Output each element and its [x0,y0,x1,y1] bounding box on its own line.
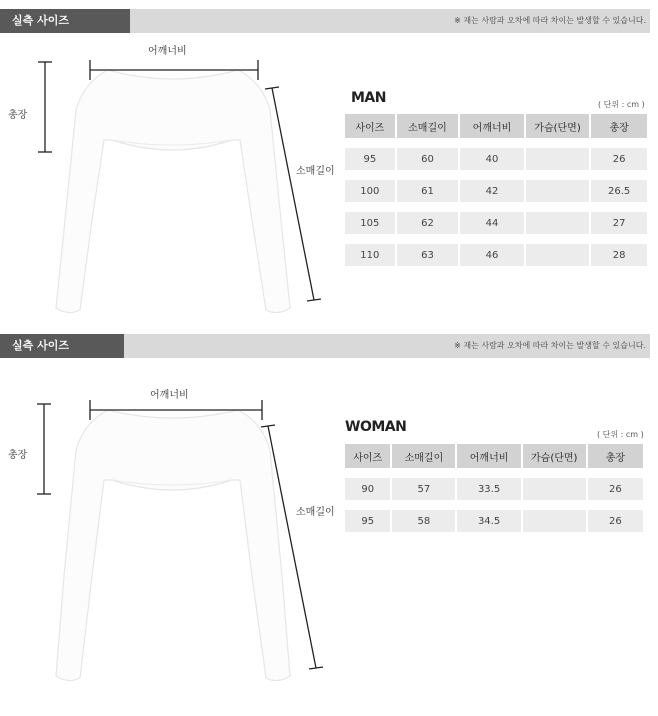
table-cell: 105 [345,202,397,234]
col-header: 총장 [588,444,643,468]
table-cell: 44 [460,202,526,234]
table-cell: 26 [591,138,647,170]
table-row [345,170,647,202]
total-length-label: 총장 [8,110,28,121]
size-table-man [345,114,647,266]
col-header: 어깨너비 [457,444,522,468]
col-header: 사이즈 [345,444,392,468]
col-header: 총장 [591,114,647,138]
table-cell: 40 [460,138,526,170]
measurement-note: ※ 재는 사람과 오차에 따라 차이는 발생할 수 있습니다. [454,341,646,350]
shoulder-width-label: 어깨너비 [150,390,189,401]
col-header: 소매길이 [392,444,457,468]
table-cell: 26 [588,468,643,500]
table-cell: 100 [345,170,397,202]
table-header-row [345,444,643,468]
table-cell: 27 [591,202,647,234]
unit-label: ( 단위 : cm ) [598,100,645,109]
table-cell: 33.5 [457,468,522,500]
col-header: 소매길이 [397,114,461,138]
table-cell: 61 [397,170,461,202]
table-row [345,500,643,532]
table-cell: 42 [460,170,526,202]
col-header: 가슴(단면) [526,114,592,138]
table-cell: 110 [345,234,397,266]
table-cell [526,170,592,202]
size-section-man [0,0,658,330]
table-cell: 26.5 [591,170,647,202]
section-title: 실측 사이즈 [0,334,124,358]
bolero-diagram [0,386,340,716]
unit-label: ( 단위 : cm ) [597,430,644,439]
table-cell: 34.5 [457,500,522,532]
table-cell: 90 [345,468,392,500]
table-row [345,468,643,500]
gender-title: MAN [351,90,386,106]
table-cell [523,468,588,500]
table-cell: 60 [397,138,461,170]
sleeve-length-label: 소매길이 [296,507,335,518]
section-header [0,334,650,358]
bolero-diagram [0,40,340,360]
section-header [0,9,650,33]
sleeve-length-label: 소매길이 [296,166,335,177]
table-cell [526,202,592,234]
table-cell: 62 [397,202,461,234]
table-header-row [345,114,647,138]
table-cell: 57 [392,468,457,500]
table-cell: 95 [345,500,392,532]
table-cell: 95 [345,138,397,170]
table-cell [526,234,592,266]
table-cell [523,500,588,532]
col-header: 가슴(단면) [523,444,588,468]
table-row [345,138,647,170]
table-cell: 58 [392,500,457,532]
table-cell: 46 [460,234,526,266]
total-length-label: 총장 [8,450,28,461]
shoulder-width-label: 어깨너비 [148,46,187,57]
measurement-note: ※ 재는 사람과 오차에 따라 차이는 발생할 수 있습니다. [454,16,646,25]
section-title: 실측 사이즈 [0,9,130,33]
table-cell: 63 [397,234,461,266]
size-section-woman [0,330,658,671]
col-header: 어깨너비 [460,114,526,138]
table-cell [526,138,592,170]
col-header: 사이즈 [345,114,397,138]
table-row [345,234,647,266]
size-table-woman [345,444,643,532]
gender-title: WOMAN [345,419,407,435]
table-row [345,202,647,234]
table-cell: 28 [591,234,647,266]
table-cell: 26 [588,500,643,532]
